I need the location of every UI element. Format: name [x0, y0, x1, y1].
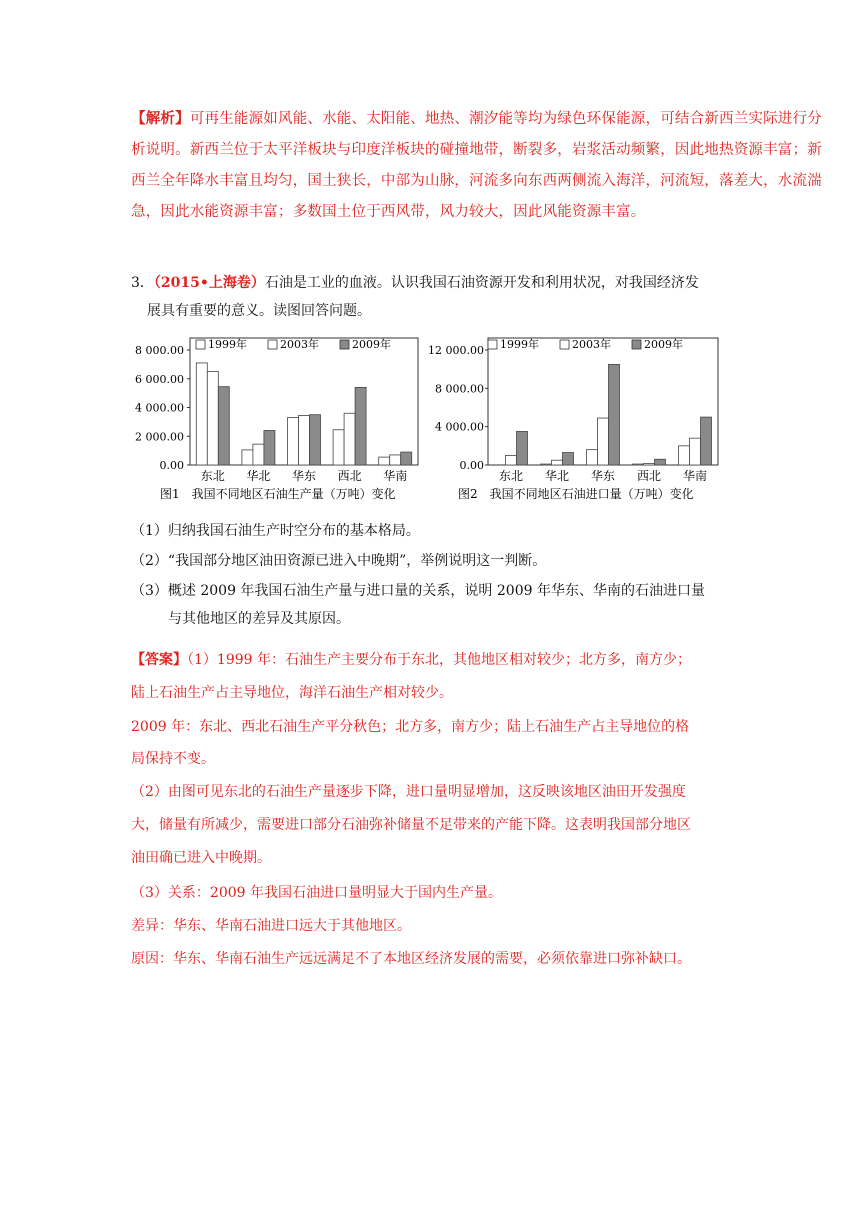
y-tick-label: 8 000.00 — [435, 382, 484, 396]
legend-swatch — [632, 340, 641, 349]
x-tick-label: 东北 — [200, 469, 225, 483]
legend-label: 2009年 — [352, 338, 391, 351]
answer-p1-line-1-text: （1）1999 年：石油生产主要分布于东北，其他地区相对较少；北方多，南方少； — [187, 652, 691, 668]
question-line-1 — [131, 270, 699, 296]
x-tick-label: 华东 — [590, 469, 616, 483]
y-tick-label: 8 000.00 — [135, 344, 184, 357]
y-tick-label: 2 000.00 — [135, 430, 184, 444]
question-stem-1: 石油是工业的血液。认识我国石油资源开发和利用状况，对我国经济发 — [264, 275, 699, 291]
legend-swatch — [196, 340, 205, 349]
bar — [310, 415, 321, 465]
bar — [541, 464, 552, 465]
bar — [299, 415, 310, 465]
x-tick-label: 华北 — [246, 469, 271, 483]
legend-swatch — [488, 340, 497, 349]
bar — [552, 460, 563, 465]
bar — [679, 446, 690, 465]
bar — [587, 450, 598, 465]
bar — [506, 455, 517, 465]
sub-question-3-line-2: 与其他地区的差异及其原因。 — [168, 611, 350, 627]
x-tick-label: 华南 — [682, 469, 708, 483]
x-tick-label: 西北 — [636, 469, 662, 483]
sub-question-2: （2）“我国部分地区油田资源已进入中晚期”，举例说明这一判断。 — [131, 553, 547, 569]
bar — [242, 450, 253, 465]
bar — [207, 372, 218, 465]
legend-label: 1999年 — [208, 338, 247, 351]
answer-p1-line-2: 陆上石油生产占主导地位，海洋石油生产相对较少。 — [131, 685, 453, 701]
answer-p6: 原因：华东、华南石油生产远远满足不了本地区经济发展的需要，必须依靠进口弥补缺口。 — [131, 951, 691, 967]
chart-2 — [428, 337, 718, 501]
chart-title: 图2 我国不同地区石油进口量（万吨）变化 — [458, 487, 694, 501]
chart-1 — [135, 337, 418, 501]
legend-swatch — [560, 340, 569, 349]
bar — [598, 418, 609, 465]
bar — [264, 431, 275, 466]
question-number: 3． — [131, 275, 154, 291]
bar — [379, 457, 390, 465]
bar — [344, 413, 355, 465]
question-source: （2015•上海卷） — [153, 275, 265, 291]
bar — [655, 459, 666, 465]
y-tick-label: 4 000.00 — [135, 401, 184, 415]
y-tick-label: 0.00 — [159, 459, 184, 472]
x-tick-label: 华南 — [383, 469, 408, 483]
y-tick-label: 0.00 — [459, 459, 484, 472]
analysis-label: 【解析】 — [131, 111, 190, 127]
legend-label: 1999年 — [500, 338, 539, 351]
answer-p4: （3）关系：2009 年我国石油进口量明显大于国内生产量。 — [131, 885, 502, 901]
answer-p2-line-2: 局保持不变。 — [131, 751, 215, 767]
bar — [609, 364, 620, 465]
sub-question-3-line-1: （3）概述 2009 年我国石油生产量与进口量的关系，说明 2009 年华东、华南的石油进口量 — [131, 583, 705, 599]
bar — [517, 431, 528, 465]
y-tick-label: 4 000.00 — [435, 420, 484, 434]
bar — [390, 455, 401, 465]
answer-p3-line-1: （2）由图可见东北的石油生产量逐步下降，进口量明显增加，这反映该地区油田开发强度 — [131, 784, 686, 800]
x-tick-label: 华东 — [291, 469, 317, 483]
legend-label: 2003年 — [280, 338, 319, 351]
bar — [196, 363, 207, 465]
bar — [333, 430, 344, 465]
question-stem-2: 展具有重要的意义。读图回答问题。 — [147, 303, 371, 319]
bar — [690, 438, 701, 465]
x-tick-label: 华北 — [544, 469, 570, 483]
legend-swatch — [268, 340, 277, 349]
bar — [355, 387, 366, 465]
analysis-text: 可再生能源如风能、水能、太阳能、地热、潮汐能等均为绿色环保能源，可结合新西兰实际进行分析说明。新西兰位于太平洋板块与印度洋板块的碰撞地带，断裂多，岩浆活动频繁，因此地热资源丰富；新西兰全年降水丰富且均匀，国土狭长，中部为山脉，河流多向东西两侧流入海洋，河流短，落差大，水流湍急，因此水能资源丰富；多数国土位于西风带，风力较大，因此风能资源丰富。 — [131, 111, 822, 220]
x-tick-label: 西北 — [337, 469, 362, 483]
legend-label: 2009年 — [644, 338, 683, 351]
bar — [644, 464, 655, 465]
chart-title: 图1 我国不同地区石油生产量（万吨）变化 — [160, 487, 396, 501]
x-tick-label: 东北 — [498, 469, 524, 483]
bar — [633, 464, 644, 465]
sub-question-1: （1）归纳我国石油生产时空分布的基本格局。 — [131, 523, 420, 539]
answer-p5: 差异：华东、华南石油进口远大于其他地区。 — [131, 918, 411, 934]
analysis-block — [131, 104, 831, 228]
y-tick-label: 12 000.00 — [428, 344, 484, 357]
legend-swatch — [340, 340, 349, 349]
answer-p3-line-2: 大，储量有所减少，需要进口部分石油弥补储量不足带来的产能下降。这表明我国部分地区 — [131, 817, 691, 833]
bar — [563, 453, 574, 465]
bar — [288, 418, 299, 465]
bar — [218, 387, 229, 465]
answer-p3-line-3: 油田确已进入中晚期。 — [131, 850, 271, 866]
answer-label: 【答案】 — [131, 652, 187, 668]
y-tick-label: 6 000.00 — [135, 372, 184, 386]
answer-p1-line-1 — [131, 646, 741, 674]
charts-figure — [0, 330, 860, 520]
legend-label: 2003年 — [572, 338, 611, 351]
answer-p2-line-1: 2009 年：东北、西北石油生产平分秋色；北方多，南方少；陆上石油生产占主导地位的格 — [131, 719, 690, 735]
bar — [401, 452, 412, 465]
bar — [701, 417, 712, 465]
bar — [253, 444, 264, 465]
